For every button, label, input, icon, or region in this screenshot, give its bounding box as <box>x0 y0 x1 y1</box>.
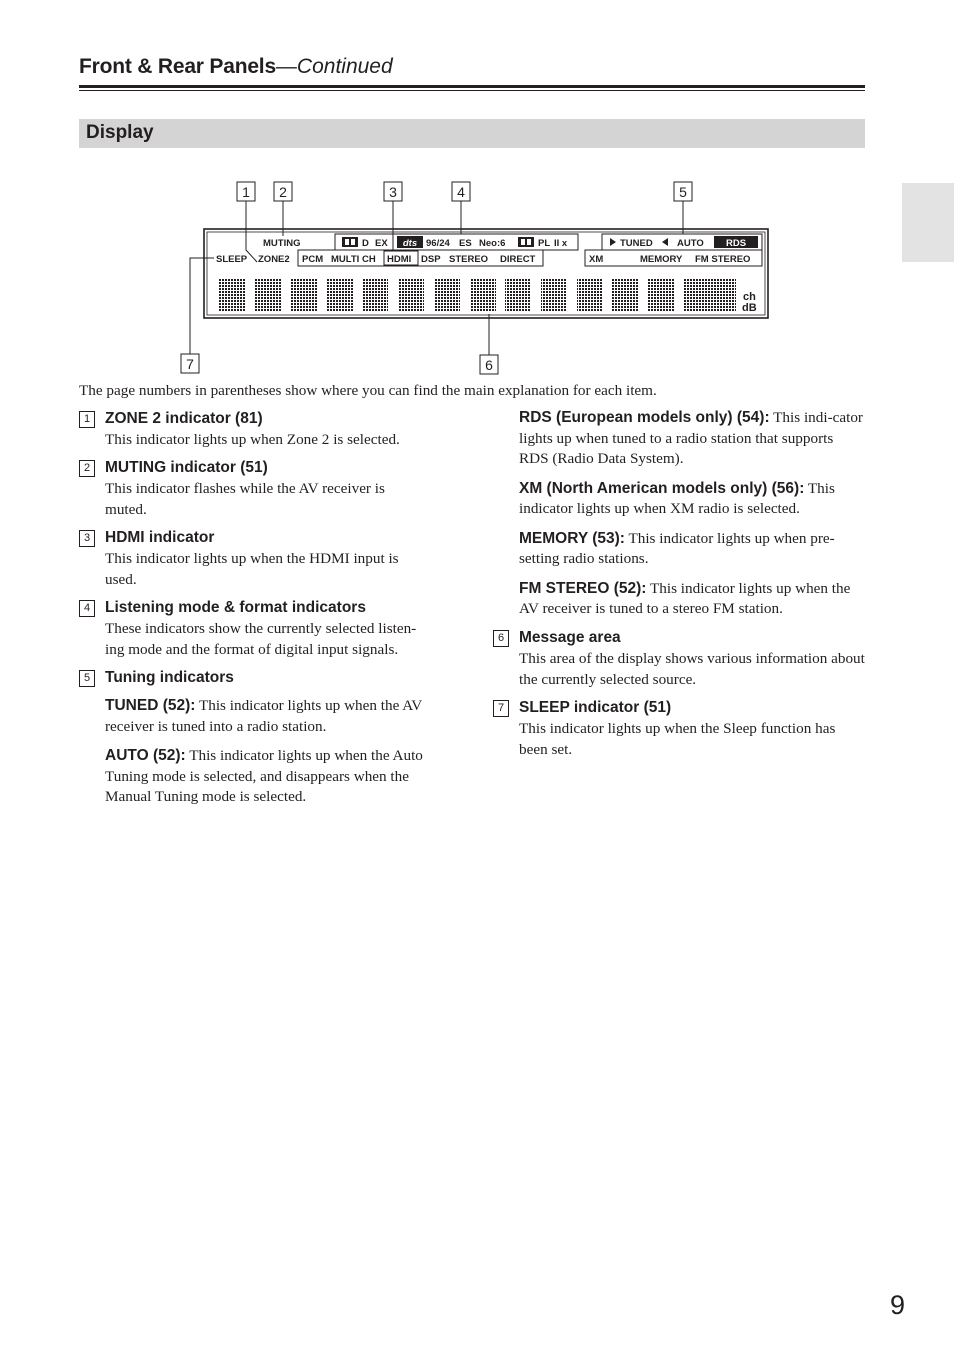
item-body: This indicator flashes while the AV receiver is muted. <box>105 480 385 518</box>
right-column <box>493 408 865 760</box>
sub-label: TUNED (52): <box>105 697 196 714</box>
matrix-char <box>612 278 638 312</box>
dolby-icon-1 <box>342 237 358 247</box>
muting-indicator: MUTING <box>263 238 301 249</box>
item-number: 5 <box>79 670 95 687</box>
xm-description <box>493 479 865 520</box>
rds-indicator: RDS <box>725 238 747 249</box>
sub-text: This indicator lights up when the Auto Tuning mode is selected, and disappears when the Manual Tuning mode is selected. <box>105 747 423 805</box>
item-title: Listening mode & format indicators <box>105 599 366 616</box>
left-column <box>79 408 429 808</box>
rate-indicator: 96/24 <box>426 238 450 249</box>
display-diagram <box>0 0 954 380</box>
item-title: Tuning indicators <box>105 669 234 686</box>
item-hdmi <box>79 527 429 590</box>
callout-7: 7 <box>186 356 194 372</box>
sub-label: FM STEREO (52): <box>519 579 647 597</box>
callout-2: 2 <box>279 184 287 200</box>
matrix-char <box>577 278 603 312</box>
matrix-char <box>684 278 710 312</box>
tuned-description <box>79 696 429 737</box>
item-listening-mode <box>79 597 429 660</box>
matrix-char <box>710 278 736 312</box>
callout-5: 5 <box>679 184 687 200</box>
intro-text: The page numbers in parentheses show where you can find the main explanation for each item. <box>79 382 657 399</box>
neo-indicator: Neo:6 <box>479 238 506 249</box>
item-message-area <box>493 627 865 690</box>
db-unit: dB <box>742 302 757 314</box>
item-body: This indicator lights up when the HDMI input is used. <box>105 550 399 588</box>
tuned-left-arrow-icon <box>610 238 616 246</box>
item-body: These indicators show the currently selected listen-ing mode and the format of digital input signals. <box>105 620 417 658</box>
sub-text: This indicator lights up when the AV receiver is tuned into a radio station. <box>105 697 422 735</box>
dolby-d-indicator: D <box>362 238 369 249</box>
item-body: This area of the display shows various information about the currently selected source. <box>519 649 865 688</box>
sub-label: XM (North American models only) (56): <box>519 479 805 497</box>
item-body: This indicator lights up when the Sleep function has been set. <box>519 719 836 758</box>
item-title: Message area <box>519 628 621 646</box>
matrix-char <box>541 278 567 312</box>
sub-text: This indi-cator lights up when tuned to a radio station that supports RDS (Radio Data System). <box>519 409 863 467</box>
dsp-indicator: DSP <box>421 254 441 265</box>
direct-indicator: DIRECT <box>500 254 536 265</box>
item-number: 6 <box>493 630 509 647</box>
item-number: 1 <box>79 411 95 428</box>
item-muting <box>79 457 429 520</box>
sub-text: This indicator lights up when the AV receiver is tuned to a stereo FM station. <box>519 579 851 617</box>
item-number: 2 <box>79 460 95 477</box>
sleep-indicator: SLEEP <box>216 254 248 265</box>
matrix-char <box>362 278 388 312</box>
callout-6: 6 <box>485 357 493 373</box>
sub-text: This indicator lights up when pre-setting radio stations. <box>519 529 835 567</box>
item-sleep <box>493 697 865 760</box>
pcm-indicator: PCM <box>302 254 324 265</box>
item-title: ZONE 2 indicator (81) <box>105 410 263 427</box>
matrix-char <box>648 278 674 312</box>
callout-1: 1 <box>242 184 250 200</box>
plx-indicator: II x <box>554 238 568 249</box>
dolby-icon-2 <box>518 237 534 247</box>
item-zone2 <box>79 408 429 450</box>
sub-label: RDS (European models only) (54): <box>519 409 770 426</box>
matrix-char <box>327 278 353 312</box>
item-number: 3 <box>79 530 95 547</box>
page-number: 9 <box>890 1290 906 1320</box>
header-subtitle: —Continued <box>275 55 393 78</box>
memory-indicator: MEMORY <box>640 254 683 265</box>
es-indicator: ES <box>459 238 472 249</box>
matrix-char <box>398 278 424 312</box>
auto-description <box>79 746 429 808</box>
sub-label: AUTO (52): <box>105 747 186 764</box>
header-title: Front & Rear Panels <box>79 55 276 78</box>
fmstereo-indicator: FM STEREO <box>695 254 751 265</box>
item-title: HDMI indicator <box>105 529 215 546</box>
item-body: This indicator lights up when Zone 2 is selected. <box>105 431 400 448</box>
item-tuning <box>79 667 429 688</box>
leader-7 <box>190 258 214 354</box>
stereo-indicator: STEREO <box>449 254 489 265</box>
tuned-indicator: TUNED <box>620 238 653 249</box>
item-number: 7 <box>493 700 509 717</box>
callout-4: 4 <box>457 184 465 200</box>
matrix-char <box>219 278 245 312</box>
message-area <box>219 278 736 312</box>
zone2-indicator: ZONE2 <box>258 254 290 265</box>
rds-description <box>493 408 865 470</box>
xm-indicator: XM <box>589 254 604 265</box>
matrix-char <box>470 278 496 312</box>
leader-1 <box>246 201 257 262</box>
matrix-char <box>291 278 317 312</box>
pl-indicator: PL <box>538 238 551 249</box>
tuned-right-arrow-icon <box>662 238 668 246</box>
callout-3: 3 <box>389 184 397 200</box>
matrix-char <box>255 278 281 312</box>
multich-indicator: MULTI CH <box>331 254 376 265</box>
hdmi-indicator: HDMI <box>387 254 412 265</box>
sub-label: MEMORY (53): <box>519 529 625 547</box>
matrix-char <box>505 278 531 312</box>
item-title: MUTING indicator (51) <box>105 459 268 476</box>
item-title: SLEEP indicator (51) <box>519 698 672 716</box>
item-number: 4 <box>79 600 95 617</box>
auto-indicator: AUTO <box>677 238 704 249</box>
memory-description <box>493 529 865 570</box>
fmstereo-description <box>493 579 865 620</box>
dts-indicator: dts <box>402 238 418 249</box>
ex-indicator: EX <box>375 238 388 249</box>
ch-unit: ch <box>743 291 756 303</box>
section-title: Display <box>86 122 154 143</box>
matrix-char <box>434 278 460 312</box>
sub-text: This indicator lights up when XM radio is selected. <box>519 479 835 517</box>
